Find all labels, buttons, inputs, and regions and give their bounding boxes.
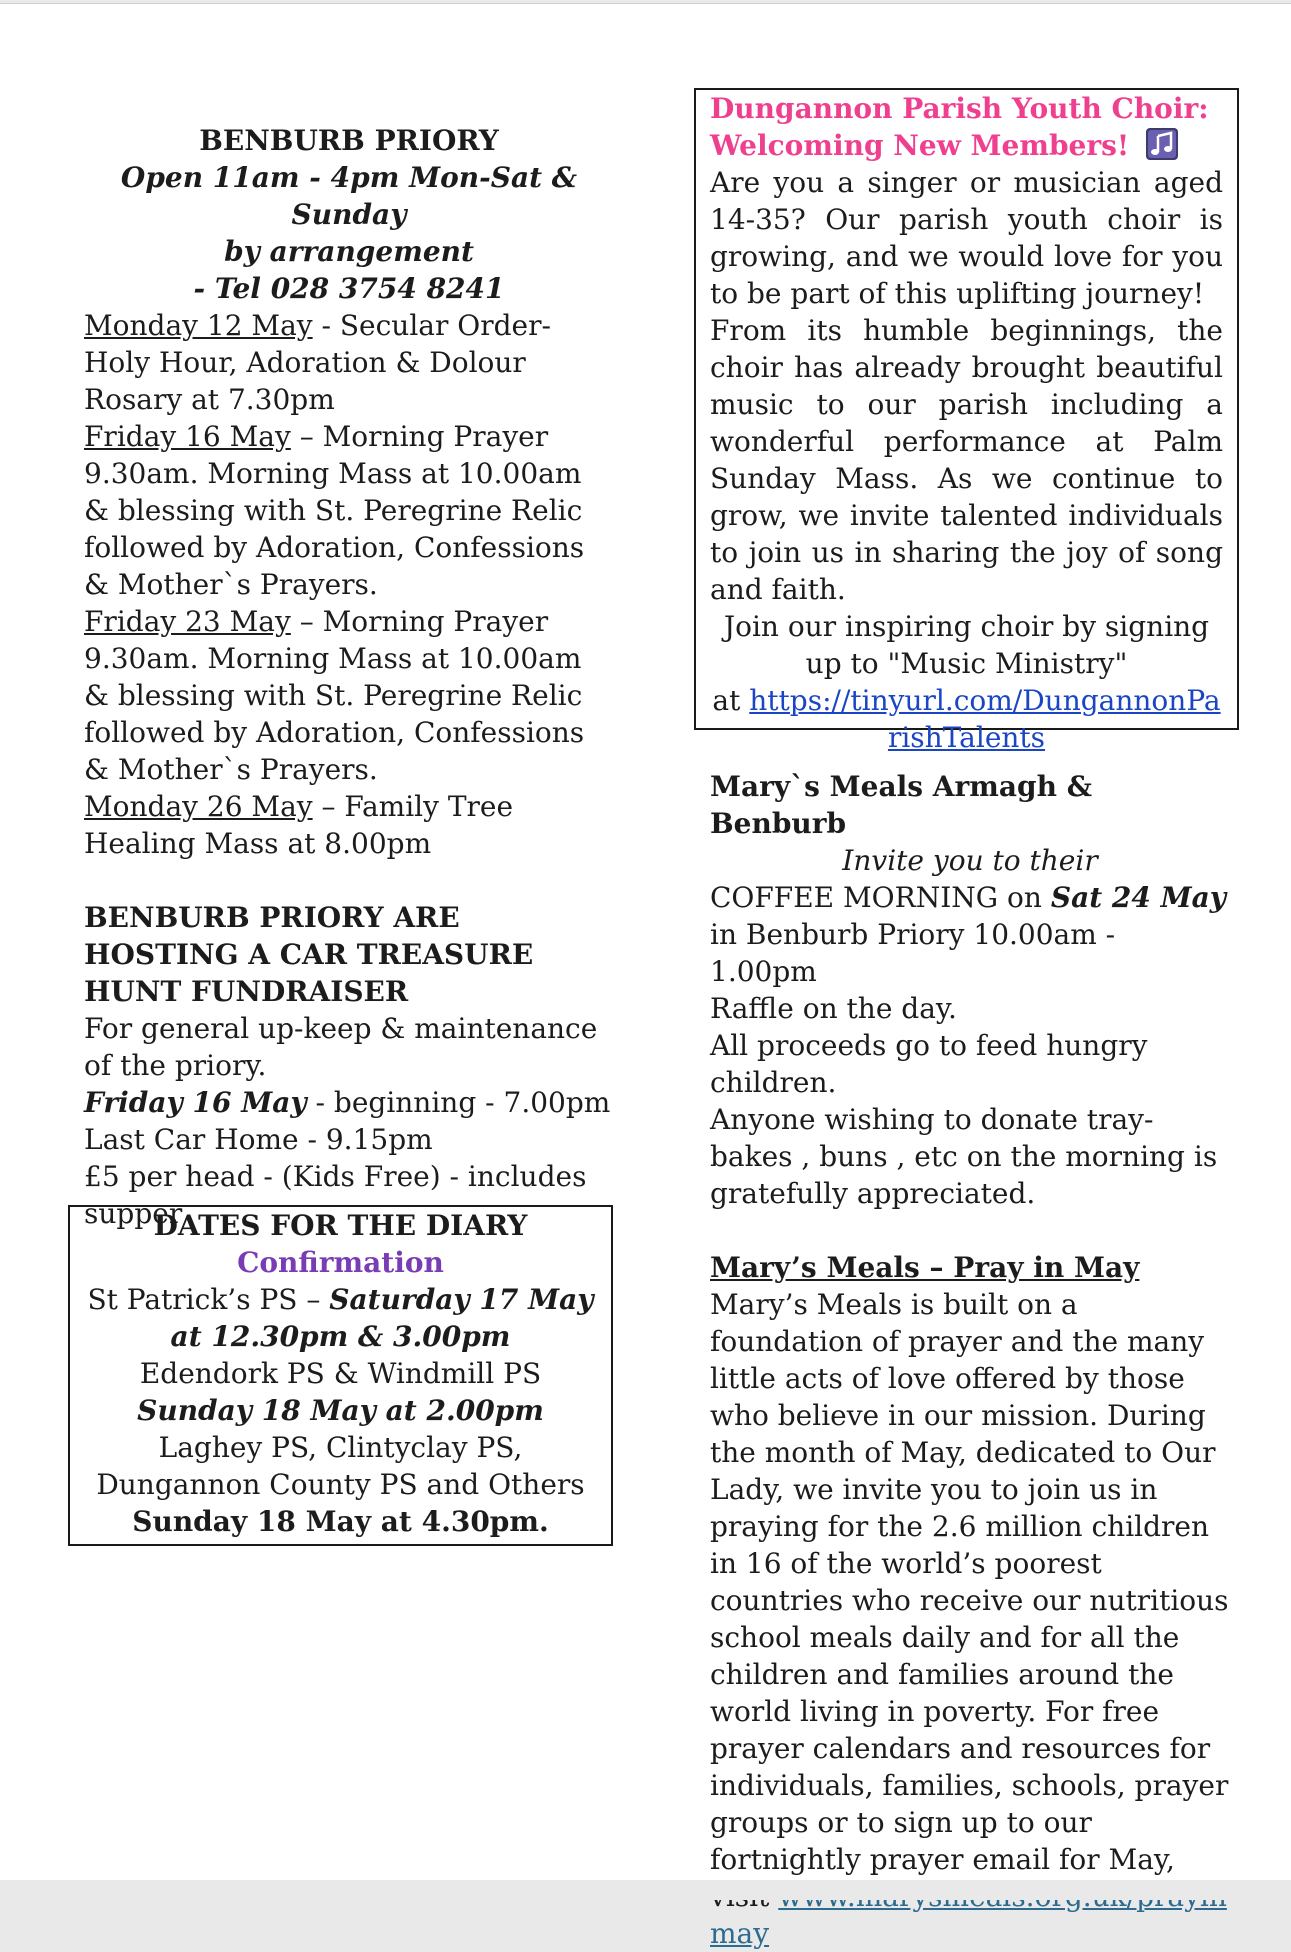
- treasure-hunt-title: BENBURB PRIORY ARE HOSTING A CAR TREASURE HUNT FUNDRAISER: [84, 901, 534, 1008]
- pray-title: Mary’s Meals – Pray in May: [710, 1251, 1140, 1284]
- event-date: Monday 26 May: [84, 790, 313, 823]
- left-column: [84, 122, 614, 1232]
- event-date: Friday 23 May: [84, 605, 291, 638]
- marys-meals-pray-section: [710, 1249, 1230, 1952]
- coffee-donate: Anyone wishing to donate tray-bakes , buns , etc on the morning is gratefully appreciated.: [710, 1103, 1218, 1210]
- event-separator: –: [312, 790, 345, 823]
- coffee-location: in Benburb Priory 10.00am - 1.00pm: [710, 918, 1116, 988]
- youth-choir-box: [694, 88, 1239, 754]
- pray-body: [710, 1286, 1230, 1952]
- event-text: Morning Prayer 9.30am. Morning Mass at 10.00am & blessing with St. Peregrine Relic followed by Adoration, Confessions & Mother`s Prayers.: [84, 605, 585, 786]
- spacer: [84, 862, 614, 899]
- coffee-event-label: COFFEE MORNING on: [710, 881, 1051, 914]
- priory-event: [84, 307, 614, 418]
- dates-for-diary-box: [68, 1205, 613, 1546]
- priory-hours-line2: by arrangement: [224, 235, 474, 268]
- right-column: [710, 768, 1230, 1952]
- diary-line: Edendork PS & Windmill PS: [139, 1357, 542, 1390]
- choir-paragraph-1: Are you a singer or musician aged 14-35? Our parish youth choir is growing, and we would love for you to be part of this uplifting journey!: [710, 166, 1223, 310]
- choir-link-line: [710, 682, 1223, 756]
- priory-header: [84, 122, 614, 307]
- choir-signup-link[interactable]: https://tinyurl.com/DungannonPa: [749, 684, 1221, 717]
- coffee-event-date: Sat 24 May: [1050, 881, 1227, 914]
- music-note-icon: [1145, 127, 1179, 161]
- coffee-invite: Invite you to their: [842, 844, 1098, 877]
- treasure-hunt-purpose: For general up-keep & maintenance of the priory.: [84, 1012, 598, 1082]
- event-date: Friday 16 May: [84, 420, 291, 453]
- priory-title: BENBURB PRIORY: [199, 124, 499, 157]
- treasure-hunt-date: Friday 16 May: [84, 1086, 307, 1119]
- priory-event: [84, 418, 614, 603]
- priory-telephone: - Tel 028 3754 8241: [193, 272, 505, 305]
- event-text: Family Tree Healing Mass at 8.00pm: [84, 790, 514, 860]
- marys-meals-coffee-section: [710, 768, 1230, 1212]
- event-separator: –: [290, 605, 323, 638]
- diary-date: Saturday 17 May at 12.30pm & 3.00pm: [170, 1283, 594, 1353]
- pray-link-cont[interactable]: may: [710, 1917, 770, 1950]
- event-separator: –: [290, 420, 323, 453]
- diary-line: Laghey PS, Clintyclay PS, Dungannon County PS and Others: [96, 1431, 585, 1501]
- bottom-margin: [0, 1880, 1291, 1900]
- treasure-hunt-price: £5 per head - (Kids Free) - includes supper: [84, 1160, 587, 1230]
- diary-line: Sunday 18 May at 4.30pm.: [132, 1505, 549, 1538]
- diary-title: DATES FOR THE DIARY: [153, 1209, 528, 1242]
- diary-subtitle: Confirmation: [237, 1246, 444, 1279]
- newsletter-page: [0, 3, 1291, 1950]
- choir-paragraph-3: Join our inspiring choir by signing up to "Music Ministry": [723, 610, 1210, 680]
- coffee-event: [710, 879, 1230, 916]
- event-text: Secular Order-Holy Hour, Adoration & Dolour Rosary at 7.30pm: [84, 309, 551, 416]
- choir-title-line1: Dungannon Parish Youth Choir:: [710, 92, 1209, 125]
- choir-link-prefix: at: [712, 684, 750, 717]
- coffee-raffle: Raffle on the day.: [710, 992, 957, 1025]
- choir-title-line2: [710, 127, 1223, 164]
- priory-hours-line1: Open 11am - 4pm Mon-Sat & Sunday: [120, 161, 578, 231]
- diary-school: St Patrick’s PS –: [87, 1283, 330, 1316]
- event-date: Monday 12 May: [84, 309, 313, 342]
- priory-event: [84, 788, 614, 862]
- choir-signup-link-cont[interactable]: rishTalents: [887, 721, 1046, 754]
- treasure-hunt-time: [84, 1084, 614, 1121]
- event-separator: -: [312, 309, 340, 342]
- choir-paragraph-2: From its humble beginnings, the choir has already brought beautiful music to our parish including a wonderful performance at Palm Sunday Mass. As we continue to grow, we invite talented individuals to join us in sharing the joy of song and faith.: [710, 314, 1223, 606]
- choir-title-text: Welcoming New Members!: [710, 129, 1130, 162]
- treasure-hunt-section: [84, 899, 614, 1232]
- coffee-proceeds: All proceeds go to feed hungry children.: [710, 1029, 1148, 1099]
- spacer: [710, 1212, 1230, 1249]
- priory-event: [84, 603, 614, 788]
- treasure-hunt-last-car: Last Car Home - 9.15pm: [84, 1123, 433, 1156]
- coffee-title: Mary`s Meals Armagh & Benburb: [710, 770, 1092, 840]
- diary-line: [80, 1281, 601, 1355]
- event-text: Morning Prayer 9.30am. Morning Mass at 10.00am & blessing with St. Peregrine Relic followed by Adoration, Confessions & Mother`s Prayers.: [84, 420, 585, 601]
- treasure-hunt-start: - beginning - 7.00pm: [306, 1086, 611, 1119]
- diary-line: Sunday 18 May at 2.00pm: [137, 1394, 544, 1427]
- pray-body-text: Mary’s Meals is built on a foundation of prayer and the many little acts of love offered by those who believe in our mission. During the month of May, dedicated to Our Lady, we invite you to join us in praying for the 2.6 million children in 16 of the world’s poorest countries who receive our nutritious school meals daily and for all the children and families around the world living in poverty. For free prayer calendars and resources for individuals, families, schools, prayer groups or to sign up to our fortnightly prayer email for May,: [710, 1288, 1229, 1876]
